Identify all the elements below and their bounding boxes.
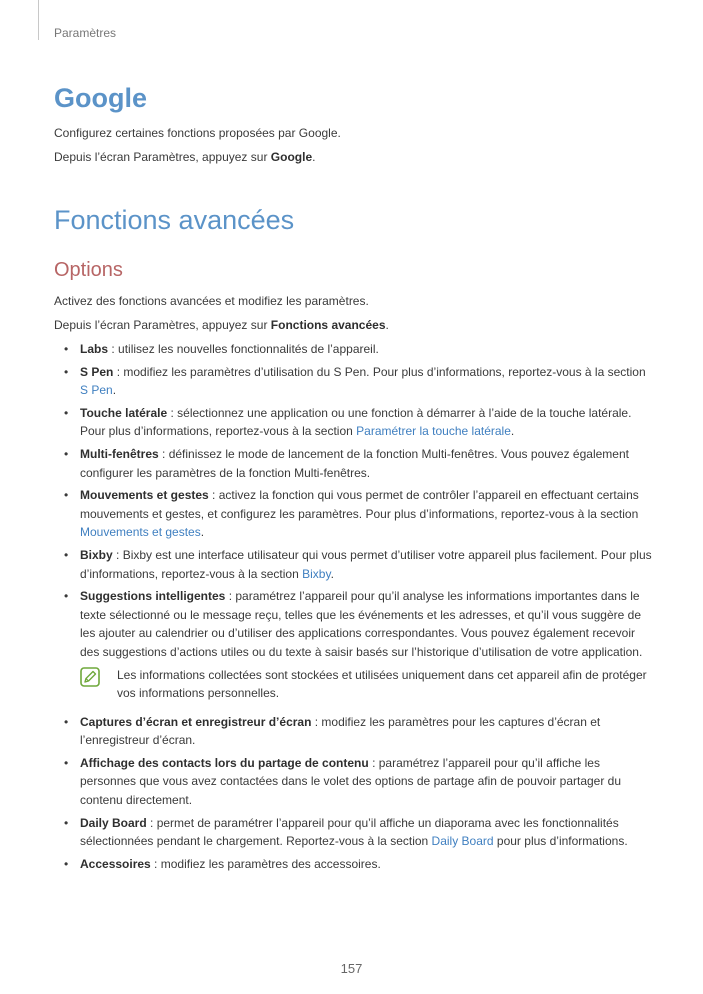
note-text: Les informations collectées sont stockées et utilisées uniquement dans cet appareil afin de protéger vos informations personnelles. — [117, 667, 647, 701]
breadcrumb: Paramètres — [54, 26, 117, 40]
list-item-multi-window: • Multi-fenêtres : définissez le mode de lancement de la fonction Multi-fenêtres. Vous pouvez également configurer les paramètres de la fonction Multi-fenêtres. — [54, 445, 654, 482]
side-key-link[interactable]: Paramétrer la touche latérale — [356, 424, 511, 439]
list-item-accessories: • Accessoires : modifiez les paramètres des accessoires. — [54, 855, 654, 874]
options-list-continued — [54, 713, 654, 874]
header-divider — [38, 0, 39, 40]
list-item-direct-share: • Affichage des contacts lors du partage de contenu : paramétrez l’appareil pour qu’il affiche les personnes que vous avez contactées dans le volet des options de partage afin de pouvoir partager du contenu directement. — [54, 754, 654, 810]
note-pencil-icon — [80, 667, 100, 687]
motions-gestures-link[interactable]: Mouvements et gestes — [80, 525, 201, 540]
daily-board-link[interactable]: Daily Board — [431, 834, 494, 849]
list-item-s-pen: • S Pen : modifiez les paramètres d’utilisation du S Pen. Pour plus d’informations, reportez-vous à la section S Pen. — [54, 363, 654, 400]
advanced-title: Fonctions avancées — [54, 205, 295, 235]
list-item-labs: • Labs : utilisez les nouvelles fonctionnalités de l’appareil. — [54, 340, 654, 359]
list-item-smart-suggestions: • Suggestions intelligentes : paramétrez l’appareil pour qu’il analyse les informations importantes dans le texte sélectionné ou le message reçu, telles que les événements et les adresses, et qu’il vous suggère de les ajouter au calendrier ou d’utiliser des applications correspondantes. Vous pouvez également recevoir des suggestions d’actions utiles ou du texte à saisir basés sur l’historique d’utilisation de votre application. — [54, 587, 654, 661]
list-item-bixby: • Bixby : Bixby est une interface utilisateur qui vous permet d’utiliser votre appareil plus facilement. Pour plus d’informations, reportez-vous à la section Bixby. — [54, 546, 654, 583]
google-description: Configurez certaines fonctions proposées par Google. — [54, 126, 341, 140]
options-title: Options — [54, 259, 123, 281]
google-path: Depuis l’écran Paramètres, appuyez sur Google. — [54, 150, 316, 164]
s-pen-link[interactable]: S Pen — [80, 383, 113, 398]
advanced-path: Depuis l’écran Paramètres, appuyez sur Fonctions avancées. — [54, 318, 389, 332]
options-list — [54, 340, 654, 662]
list-item-daily-board: • Daily Board : permet de paramétrer l’appareil pour qu’il affiche un diaporama avec les fonctionnalités sélectionnées pendant le chargement. Reportez-vous à la section Daily Board pour plus d’informations. — [54, 814, 654, 851]
page-number: 157 — [340, 961, 363, 976]
note-box — [80, 666, 654, 703]
list-item-screenshots: • Captures d’écran et enregistreur d’écran : modifiez les paramètres pour les captures d’écran et l’enregistreur d’écran. — [54, 713, 654, 750]
advanced-description: Activez des fonctions avancées et modifiez les paramètres. — [54, 294, 369, 308]
bixby-link[interactable]: Bixby — [302, 566, 331, 581]
list-item-side-key: • Touche latérale : sélectionnez une application ou une fonction à démarrer à l’aide de la touche latérale. Pour plus d’informations, reportez-vous à la section Paramétrer la touche latérale. — [54, 404, 654, 441]
google-title: Google — [54, 83, 147, 113]
page-content — [54, 80, 654, 877]
list-item-motions-gestures: • Mouvements et gestes : activez la fonction qui vous permet de contrôler l’appareil en effectuant certains mouvements et gestes, et configurez les paramètres. Pour plus d’informations, reportez-vous à la section Mouvements et gestes. — [54, 486, 654, 542]
